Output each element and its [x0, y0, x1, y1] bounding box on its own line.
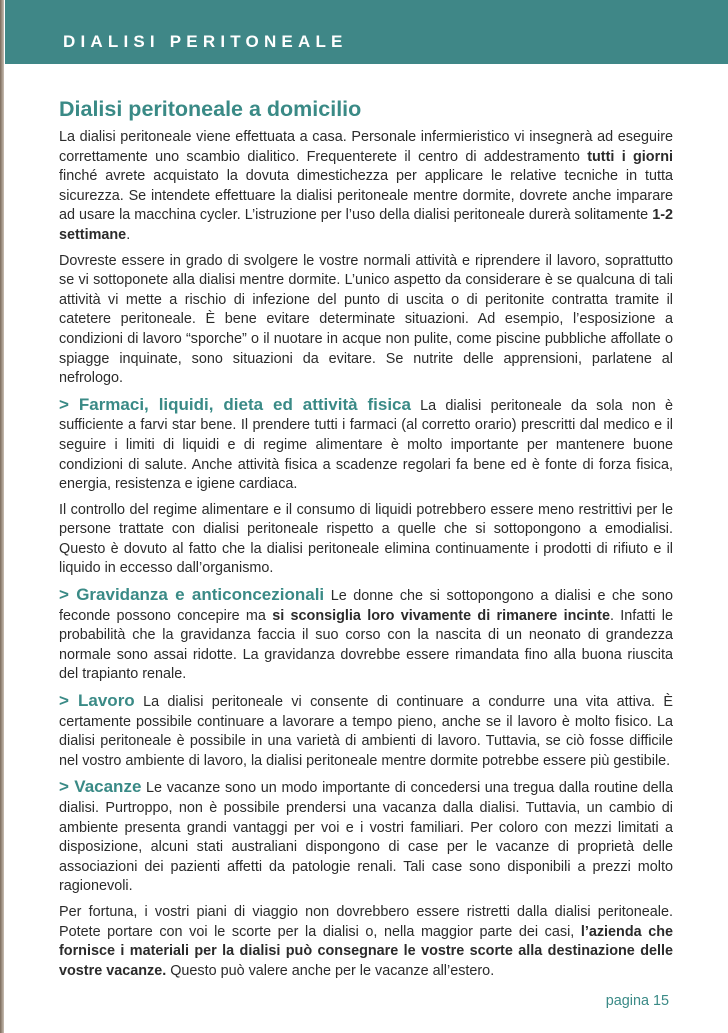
section-text-vacanze: Le vacanze sono un modo importante di concedersi una tregua dalla routine della dialisi. Purtroppo, non è possibile prendersi una vacanza dalla dialisi. Tuttavia, un cambio di ambiente presenta grandi vantaggi per voi e i vostri familiari. Per coloro con mezzi limitati a disposizione, alcuni stati australiani dispongono di case per le vacanze di proprietà delle associazioni dei pazienti affetti da patologie renali. Tali case sono disponibili a prezzi molto ragionevoli.	[59, 780, 673, 895]
intro-text-e: .	[126, 226, 131, 243]
section-lavoro	[59, 691, 673, 771]
intro-paragraph	[59, 128, 673, 246]
intro-emphasis-duration: 1-2 settimane	[59, 207, 673, 243]
intro-text-c: finché avrete acquistato la dovuta dimestichezza per applicare le relative tecniche in tutta sicurezza. Se intendete effettuare la dialisi peritoneale mentre dormite, dovrete anche imparare ad usare la macchina cycler. L’istruzione per l’uso della dialisi peritoneale durerà solitamente	[59, 168, 673, 224]
header-bar	[5, 0, 728, 64]
intro-emphasis-daily: tutti i giorni	[587, 148, 673, 165]
section-text-farmaci: La dialisi peritoneale da sola non è sufficiente a farvi star bene. Il prendere tutti i farmaci (al corretto orario) prescritti dal medico e il seguire i limiti di liquidi e di regime alimentare è molto importante per mantenere buone condizioni di salute. Anche attività fisica a scadenze regolari fa bene ed è fonte di forza fisica, energia, resistenza e igiene cardiaca.	[59, 397, 673, 493]
section-emphasis-gravidanza: si sconsiglia loro vivamente di rimanere incinte	[272, 607, 610, 624]
section-gravidanza	[59, 585, 673, 685]
section-heading-gravidanza: > Gravidanza e anticoncezionali	[59, 585, 325, 605]
travel-emphasis: l’azienda che fornisce i materiali per la dialisi può consegnare le vostre scorte alla destinazione delle vostre vacanze.	[59, 923, 673, 979]
header-title: DIALISI PERITONEALE	[63, 32, 348, 51]
section-heading-farmaci: > Farmaci, liquidi, dieta ed attività fisica	[59, 394, 411, 414]
diet-control-paragraph: Il controllo del regime alimentare e il consumo di liquidi potrebbero essere meno restrittivi per le persone trattate con dialisi peritoneale rispetto a quelle che si sottopongono a emodialisi. Questo è dovuto al fatto che la dialisi peritoneale elimina continuamente i prodotti di rifiuto e il liquido in eccesso dall’organismo.	[59, 501, 673, 577]
intro-text-a: La dialisi peritoneale viene effettuata a casa. Personale infermieristico vi insegnerà ad eseguire correttamente uno scambio dialitico. Frequenterete il centro di addestramento	[59, 129, 673, 165]
page-title: Dialisi peritoneale a domicilio	[59, 97, 362, 121]
section-vacanze	[59, 777, 673, 897]
travel-text-c: Questo può valere anche per le vacanze all’estero.	[166, 962, 495, 979]
section-heading-lavoro: > Lavoro	[59, 691, 135, 711]
main-content	[59, 94, 673, 987]
section-text-gravidanza-c: . Infatti le probabilità che la gravidanza faccia il suo corso con la nascita di un neonato di grandezza normale sono assai ridotte. La gravidanza dovrebbe essere rimandata fino alla buona riuscita del trapianto renale.	[59, 607, 673, 683]
travel-paragraph	[59, 903, 673, 981]
section-heading-vacanze: > Vacanze	[59, 777, 142, 797]
page-binding-edge	[0, 0, 4, 1033]
section-farmaci	[59, 395, 673, 495]
page-number: pagina 15	[605, 993, 669, 1009]
section-text-gravidanza-a: Le donne che si sottopongono a dialisi e che sono feconde possono concepire ma	[59, 588, 673, 624]
travel-text-a: Per fortuna, i vostri piani di viaggio non dovrebbero essere ristretti dalla dialisi peritoneale. Potete portare con voi le scorte per la dialisi o, nella maggior parte dei casi,	[59, 903, 673, 940]
activities-paragraph: Dovreste essere in grado di svolgere le vostre normali attività e riprendere il lavoro, soprattutto se vi sottoponete alla dialisi mentre dormite. L’unico aspetto da considerare è se qualcuna di tali attività vi mette a rischio di infezione del punto di uscita o di peritonite contratta tramite il catetere peritoneale. È bene evitare determinate situazioni. Ad esempio, l’esposizione a condizioni di lavoro “sporche” o il nuotare in acque non pulite, come piscine pubbliche affollate o spiagge inquinate, sono situazioni da evitare. Se nutrite delle apprensioni, parlatene al nefrologo.	[59, 252, 673, 387]
section-text-lavoro: La dialisi peritoneale vi consente di continuare a condurre una vita attiva. È certamente possibile continuare a lavorare a tempo pieno, anche se il lavoro è molto fisico. La dialisi peritoneale è possibile in una varietà di ambienti di lavoro. Tuttavia, se ciò fosse difficile nel vostro ambiente di lavoro, la dialisi peritoneale mentre dormite potrebbe essere più gestibile.	[59, 694, 673, 769]
